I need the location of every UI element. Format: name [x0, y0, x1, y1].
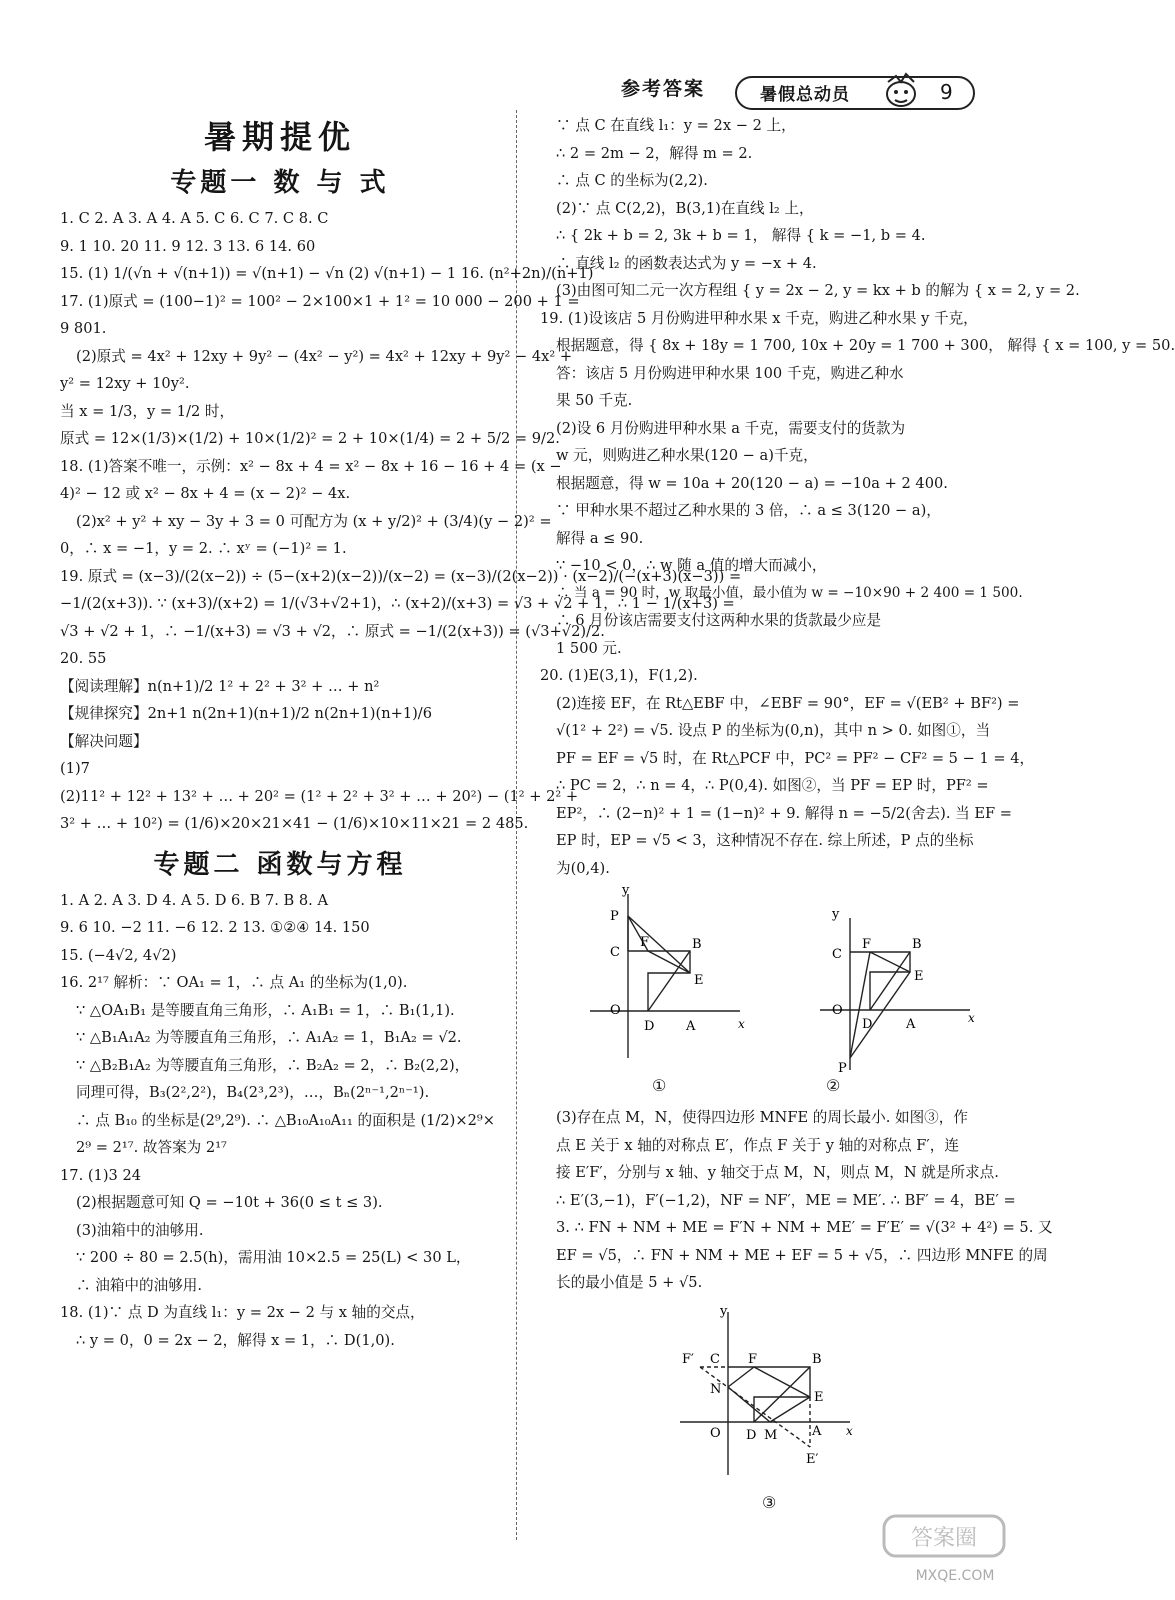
answer-line: y² = 12xy + 10y². — [60, 375, 190, 392]
segment-NF — [728, 1367, 754, 1387]
answer-line: 15. (1) 1/(√n + √(n+1)) = √(n+1) − √n (2) √(n+1) − 1 16. (n²+2n)/(n+1) — [60, 265, 594, 282]
answer-line: 【规律探究】2n+1 n(2n+1)(n+1)/2 n(2n+1)(n+1)/6 — [60, 705, 433, 722]
label-E: E — [694, 973, 704, 988]
answer-line: 19. 原式 = (x−3)/(2(x−2)) ÷ (5−(x+2)(x−2))/(x−2) = (x−3)/(2(x−2)) · (x−2)/(−(x+3)(x−3)) = — [60, 567, 742, 585]
label-Ep: E′ — [806, 1451, 819, 1467]
answer-line: 16. 2¹⁷ 解析：∵ OA₁ = 1，∴ 点 A₁ 的坐标为(1,0). — [60, 974, 408, 991]
answer-line: EP 时，EP = √5 < 3，这种情况不存在. 综上所述，P 点的坐标 — [556, 832, 974, 849]
answer-line: 9. 6 10. −2 11. −6 12. 2 13. ①②④ 14. 150 — [60, 919, 370, 936]
answer-line: 20. 55 — [60, 650, 107, 667]
label-x: x — [968, 1011, 975, 1025]
label-F: F — [640, 935, 650, 950]
answer-line: (2)连接 EF，在 Rt△EBF 中，∠EBF = 90°，EF = √(EB² + BF²) = — [556, 694, 1020, 712]
answer-line: (2)原式 = 4x² + 12xy + 9y² − (4x² − y²) = 4x² + 12xy + 9y² − 4x² + — [76, 347, 573, 365]
figure-1 — [580, 883, 750, 1066]
answer-line: 18. (1)∵ 点 D 为直线 l₁：y = 2x − 2 与 x 轴的交点， — [60, 1304, 425, 1321]
answer-line: ∴ { 2k + b = 2, 3k + b = 1， 解得 { k = −1, b = 4. — [556, 227, 926, 244]
label-F: F — [748, 1351, 758, 1367]
answer-line: 15. (−4√2, 4√2) — [60, 946, 177, 964]
answer-line: 3² + … + 10²) = (1/6)×20×21×41 − (1/6)×10×11×21 = 2 485. — [60, 815, 529, 832]
label-B: B — [812, 1351, 822, 1367]
label-M: M — [764, 1427, 778, 1443]
label-B: B — [912, 937, 922, 952]
label-Fp: F′ — [682, 1351, 694, 1367]
figure-2 — [810, 907, 980, 1076]
segment-PF — [850, 952, 873, 1058]
answer-line: 点 E 关于 x 轴的对称点 E′，作点 F 关于 y 轴的对称点 F′，连 — [556, 1136, 959, 1154]
header-label: 参考答案 — [621, 78, 706, 100]
answer-line: ∵ △OA₁B₁ 是等腰直角三角形，∴ A₁B₁ = 1，∴ B₁(1,1). — [76, 1001, 455, 1019]
answer-line: 0，∴ x = −1，y = 2. ∴ xʸ = (−1)² = 1. — [60, 540, 347, 557]
answer-line: 根据题意，得 w = 10a + 20(120 − a) = −10a + 2 400. — [556, 474, 948, 492]
right-column — [540, 112, 1175, 1517]
label-N: N — [710, 1381, 722, 1397]
label-D: D — [862, 1017, 873, 1032]
figure-3-wrap — [540, 1297, 980, 1517]
answer-line: 1. C 2. A 3. A 4. A 5. C 6. C 7. C 8. C — [60, 210, 329, 227]
answer-line: 同理可得，B₃(2²,2²)，B₄(2³,2³)，…，Bₙ(2ⁿ⁻¹,2ⁿ⁻¹). — [76, 1084, 430, 1101]
topic1-title: 专题一 数 与 式 — [170, 168, 390, 198]
rectangle-path — [850, 952, 910, 1010]
answer-line: 9. 1 10. 20 11. 9 12. 3 13. 6 14. 60 — [60, 237, 316, 255]
label-x: x — [738, 1017, 745, 1031]
answer-line: ∴ E′(3,−1)，F′(−1,2)，NF = NF′，ME = ME′. ∴ BF′ = 4，BE′ = — [556, 1191, 1016, 1209]
page-number: 9 — [940, 80, 953, 104]
answer-line: 根据题意，得 { 8x + 18y = 1 700, 10x + 20y = 1 700 + 300， 解得 { x = 100, y = 50. — [556, 337, 1175, 354]
answer-line: (3)存在点 M，N，使得四边形 MNFE 的周长最小. 如图③，作 — [556, 1109, 968, 1126]
answer-line: 1 500 元. — [556, 639, 622, 657]
label-O: O — [710, 1425, 721, 1441]
topic2-title: 专题二 函数与方程 — [153, 849, 407, 880]
answer-line: ∵ 点 C 在直线 l₁：y = 2x − 2 上， — [556, 117, 796, 134]
segment-FE — [870, 952, 910, 972]
label-A: A — [812, 1423, 822, 1439]
label-y: y — [720, 1303, 728, 1319]
label-C: C — [610, 945, 620, 960]
answer-line: PF = EF = √5 时，在 Rt△PCF 中，PC² = PF² − CF² = 5 − 1 = 4， — [556, 749, 1035, 767]
figure-2-caption: ② — [826, 1076, 841, 1095]
label-P: P — [610, 909, 619, 924]
answer-line: ∵ 甲种水果不超过乙种水果的 3 倍，∴ a ≤ 3(120 − a)， — [556, 502, 941, 519]
answer-line: ∴ y = 0，0 = 2x − 2，解得 x = 1，∴ D(1,0). — [76, 1331, 395, 1349]
answer-line: √(1² + 2²) = √5. 设点 P 的坐标为(0,n)，其中 n > 0. 如图①，当 — [556, 722, 991, 739]
label-y: y — [832, 907, 840, 922]
answer-line: ∵ −10 < 0，∴ w 随 a 值的增大而减小， — [556, 557, 827, 574]
answer-line: (2)根据题意可知 Q = −10t + 36(0 ≤ t ≤ 3). — [76, 1194, 383, 1211]
right-answers-a — [540, 112, 1175, 882]
watermark-text: MXQE.COM — [915, 1568, 995, 1584]
answer-line: (2)11² + 12² + 13² + … + 20² = (1² + 2² + 3² + … + 20²) − (1² + 2² + — [60, 787, 579, 805]
answer-line: (2)设 6 月份购进甲种水果 a 千克，需要支付的货款为 — [556, 419, 906, 437]
label-y: y — [622, 883, 630, 898]
answer-line: 接 E′F′，分别与 x 轴、y 轴交于点 M，N，则点 M，N 就是所求点. — [556, 1164, 999, 1181]
label-O: O — [610, 1003, 621, 1018]
label-F: F — [862, 937, 872, 952]
segment-PE — [850, 972, 910, 1058]
answer-line: 4)² − 12 或 x² − 8x + 4 = (x − 2)² − 4x. — [60, 485, 351, 502]
answer-line: 17. (1)3 24 — [60, 1166, 142, 1184]
answer-line: (2)∵ 点 C(2,2)，B(3,1)在直线 l₂ 上， — [556, 199, 814, 217]
answer-line: 【解决问题】 — [60, 732, 148, 750]
label-C: C — [710, 1351, 720, 1367]
right-answers-b — [540, 1104, 1053, 1297]
answer-line: ∵ △B₁A₁A₂ 为等腰直角三角形，∴ A₁A₂ = 1，B₁A₂ = √2. — [76, 1029, 462, 1046]
answer-line: 20. (1)E(3,1)，F(1,2). — [540, 667, 698, 684]
answer-line: √3 + √2 + 1，∴ −1/(x+3) = √3 + √2，∴ 原式 = −1/(2(x+3)) = (√3+√2)/2. — [60, 622, 605, 640]
answer-line: 解得 a ≤ 90. — [556, 529, 644, 547]
answer-line: 长的最小值是 5 + √5. — [556, 1274, 703, 1291]
figure-1-caption: ① — [652, 1076, 667, 1095]
rectangle-path — [628, 951, 690, 1011]
section-title: 暑期提优 — [203, 118, 356, 156]
answer-line: EP²，∴ (2−n)² + 1 = (1−n)² + 9. 解得 n = −5/2(舍去). 当 EF = — [556, 804, 1012, 822]
answer-line: 答：该店 5 月份购进甲种水果 100 千克，购进乙种水 — [556, 364, 904, 382]
watermark-logo — [882, 1512, 1012, 1562]
label-E: E — [814, 1389, 824, 1405]
segment-FE — [754, 1367, 810, 1397]
header-brand: 暑假总动员 — [760, 85, 850, 105]
answer-line: 原式 = 12×(1/3)×(1/2) + 10×(1/2)² = 2 + 10×(1/4) = 2 + 5/2 = 9/2. — [60, 430, 560, 447]
answer-line: 17. (1)原式 = (100−1)² = 100² − 2×100×1 + 1² = 10 000 − 200 + 1 = — [60, 292, 580, 310]
answer-line: ∵ 200 ÷ 80 = 2.5(h)，需用油 10×2.5 = 25(L) < 30 L， — [76, 1249, 471, 1266]
answer-line: −1/(2(x+3)). ∵ (x+3)/(x+2) = 1/(√3+√2+1)，∴ (x+2)/(x+3) = √3 + √2 + 1，∴ 1 − 1/(x+3) = — [60, 595, 735, 612]
label-A: A — [686, 1019, 696, 1034]
answer-line: 1. A 2. A 3. D 4. A 5. D 6. B 7. B 8. A — [60, 891, 328, 909]
svg-text:答案圈: 答案圈 — [910, 1526, 978, 1551]
answer-line: 19. (1)设该店 5 月份购进甲种水果 x 千克，购进乙种水果 y 千克， — [540, 309, 978, 327]
answer-line: ∴ 油箱中的油够用. — [76, 1276, 203, 1294]
answer-line: ∴ PC = 2，∴ n = 4，∴ P(0,4). 如图②，当 PF = EP 时，PF² = — [556, 777, 989, 794]
answer-line: 3. ∴ FN + NM + ME = F′N + NM + ME′ = F′E′ = √(3² + 4²) = 5. 又 — [556, 1219, 1053, 1236]
answer-line: ∵ △B₂B₁A₂ 为等腰直角三角形，∴ B₂A₂ = 2，∴ B₂(2,2)， — [76, 1056, 470, 1074]
label-P: P — [838, 1061, 847, 1076]
answer-line: ∴ 点 B₁₀ 的坐标是(2⁹,2⁹). ∴ △B₁₀A₁₀A₁₁ 的面积是 (1/2)×2⁹× — [76, 1111, 495, 1129]
answer-line: ∴ 2 = 2m − 2，解得 m = 2. — [556, 144, 753, 162]
answer-line: EF = √5，∴ FN + NM + ME + EF = 5 + √5，∴ 四边形 MNFE 的周 — [556, 1246, 1048, 1264]
answer-line: (3)油箱中的油够用. — [76, 1221, 204, 1239]
label-B: B — [692, 937, 702, 952]
answer-line: 为(0,4). — [556, 859, 610, 877]
answer-line: (1)7 — [60, 760, 90, 777]
mascot-icon — [882, 70, 920, 110]
answer-line: 当 x = 1/3，y = 1/2 时， — [60, 402, 235, 420]
label-C: C — [832, 947, 842, 962]
answer-line: 【阅读理解】n(n+1)/2 1² + 2² + 3² + … + n² — [60, 677, 380, 695]
label-x: x — [846, 1423, 853, 1438]
label-O: O — [832, 1003, 843, 1018]
answer-line: 9 801. — [60, 320, 107, 337]
topic2-answers — [60, 887, 500, 1355]
answer-line: ∴ 直线 l₂ 的函数表达式为 y = −x + 4. — [556, 254, 817, 272]
label-A: A — [906, 1017, 916, 1032]
label-D: D — [746, 1427, 757, 1443]
segment-DB — [648, 951, 690, 1011]
answer-line: ∴ 点 C 的坐标为(2,2). — [556, 172, 708, 189]
answer-line: w 元，则购进乙种水果(120 − a)千克， — [556, 447, 818, 464]
figures-1-2 — [540, 882, 980, 1104]
segment-NM — [728, 1387, 770, 1422]
label-D: D — [644, 1019, 655, 1034]
answer-line: 18. (1)答案不唯一，示例：x² − 8x + 4 = x² − 8x + 16 − 16 + 4 = (x − — [60, 457, 562, 475]
answer-line: (2)x² + y² + xy − 3y + 3 = 0 可配方为 (x + y/2)² + (3/4)(y − 2)² = — [76, 512, 552, 530]
answer-line: ∴ 当 a = 90 时，w 取最小值，最小值为 w = −10×90 + 2 400 = 1 500. — [556, 584, 1023, 601]
figure-3 — [670, 1303, 860, 1482]
answer-line: ∴ 6 月份该店需要支付这两种水果的货款最少应是 — [556, 612, 882, 629]
answer-line: 果 50 千克. — [556, 392, 633, 409]
answer-line: (3)由图可知二元一次方程组 { y = 2x − 2, y = kx + b 的解为 { x = 2, y = 2. — [556, 282, 1080, 299]
answer-line: 2⁹ = 2¹⁷. 故答案为 2¹⁷ — [76, 1139, 227, 1156]
figure-3-caption: ③ — [762, 1492, 777, 1512]
label-E: E — [914, 969, 924, 984]
